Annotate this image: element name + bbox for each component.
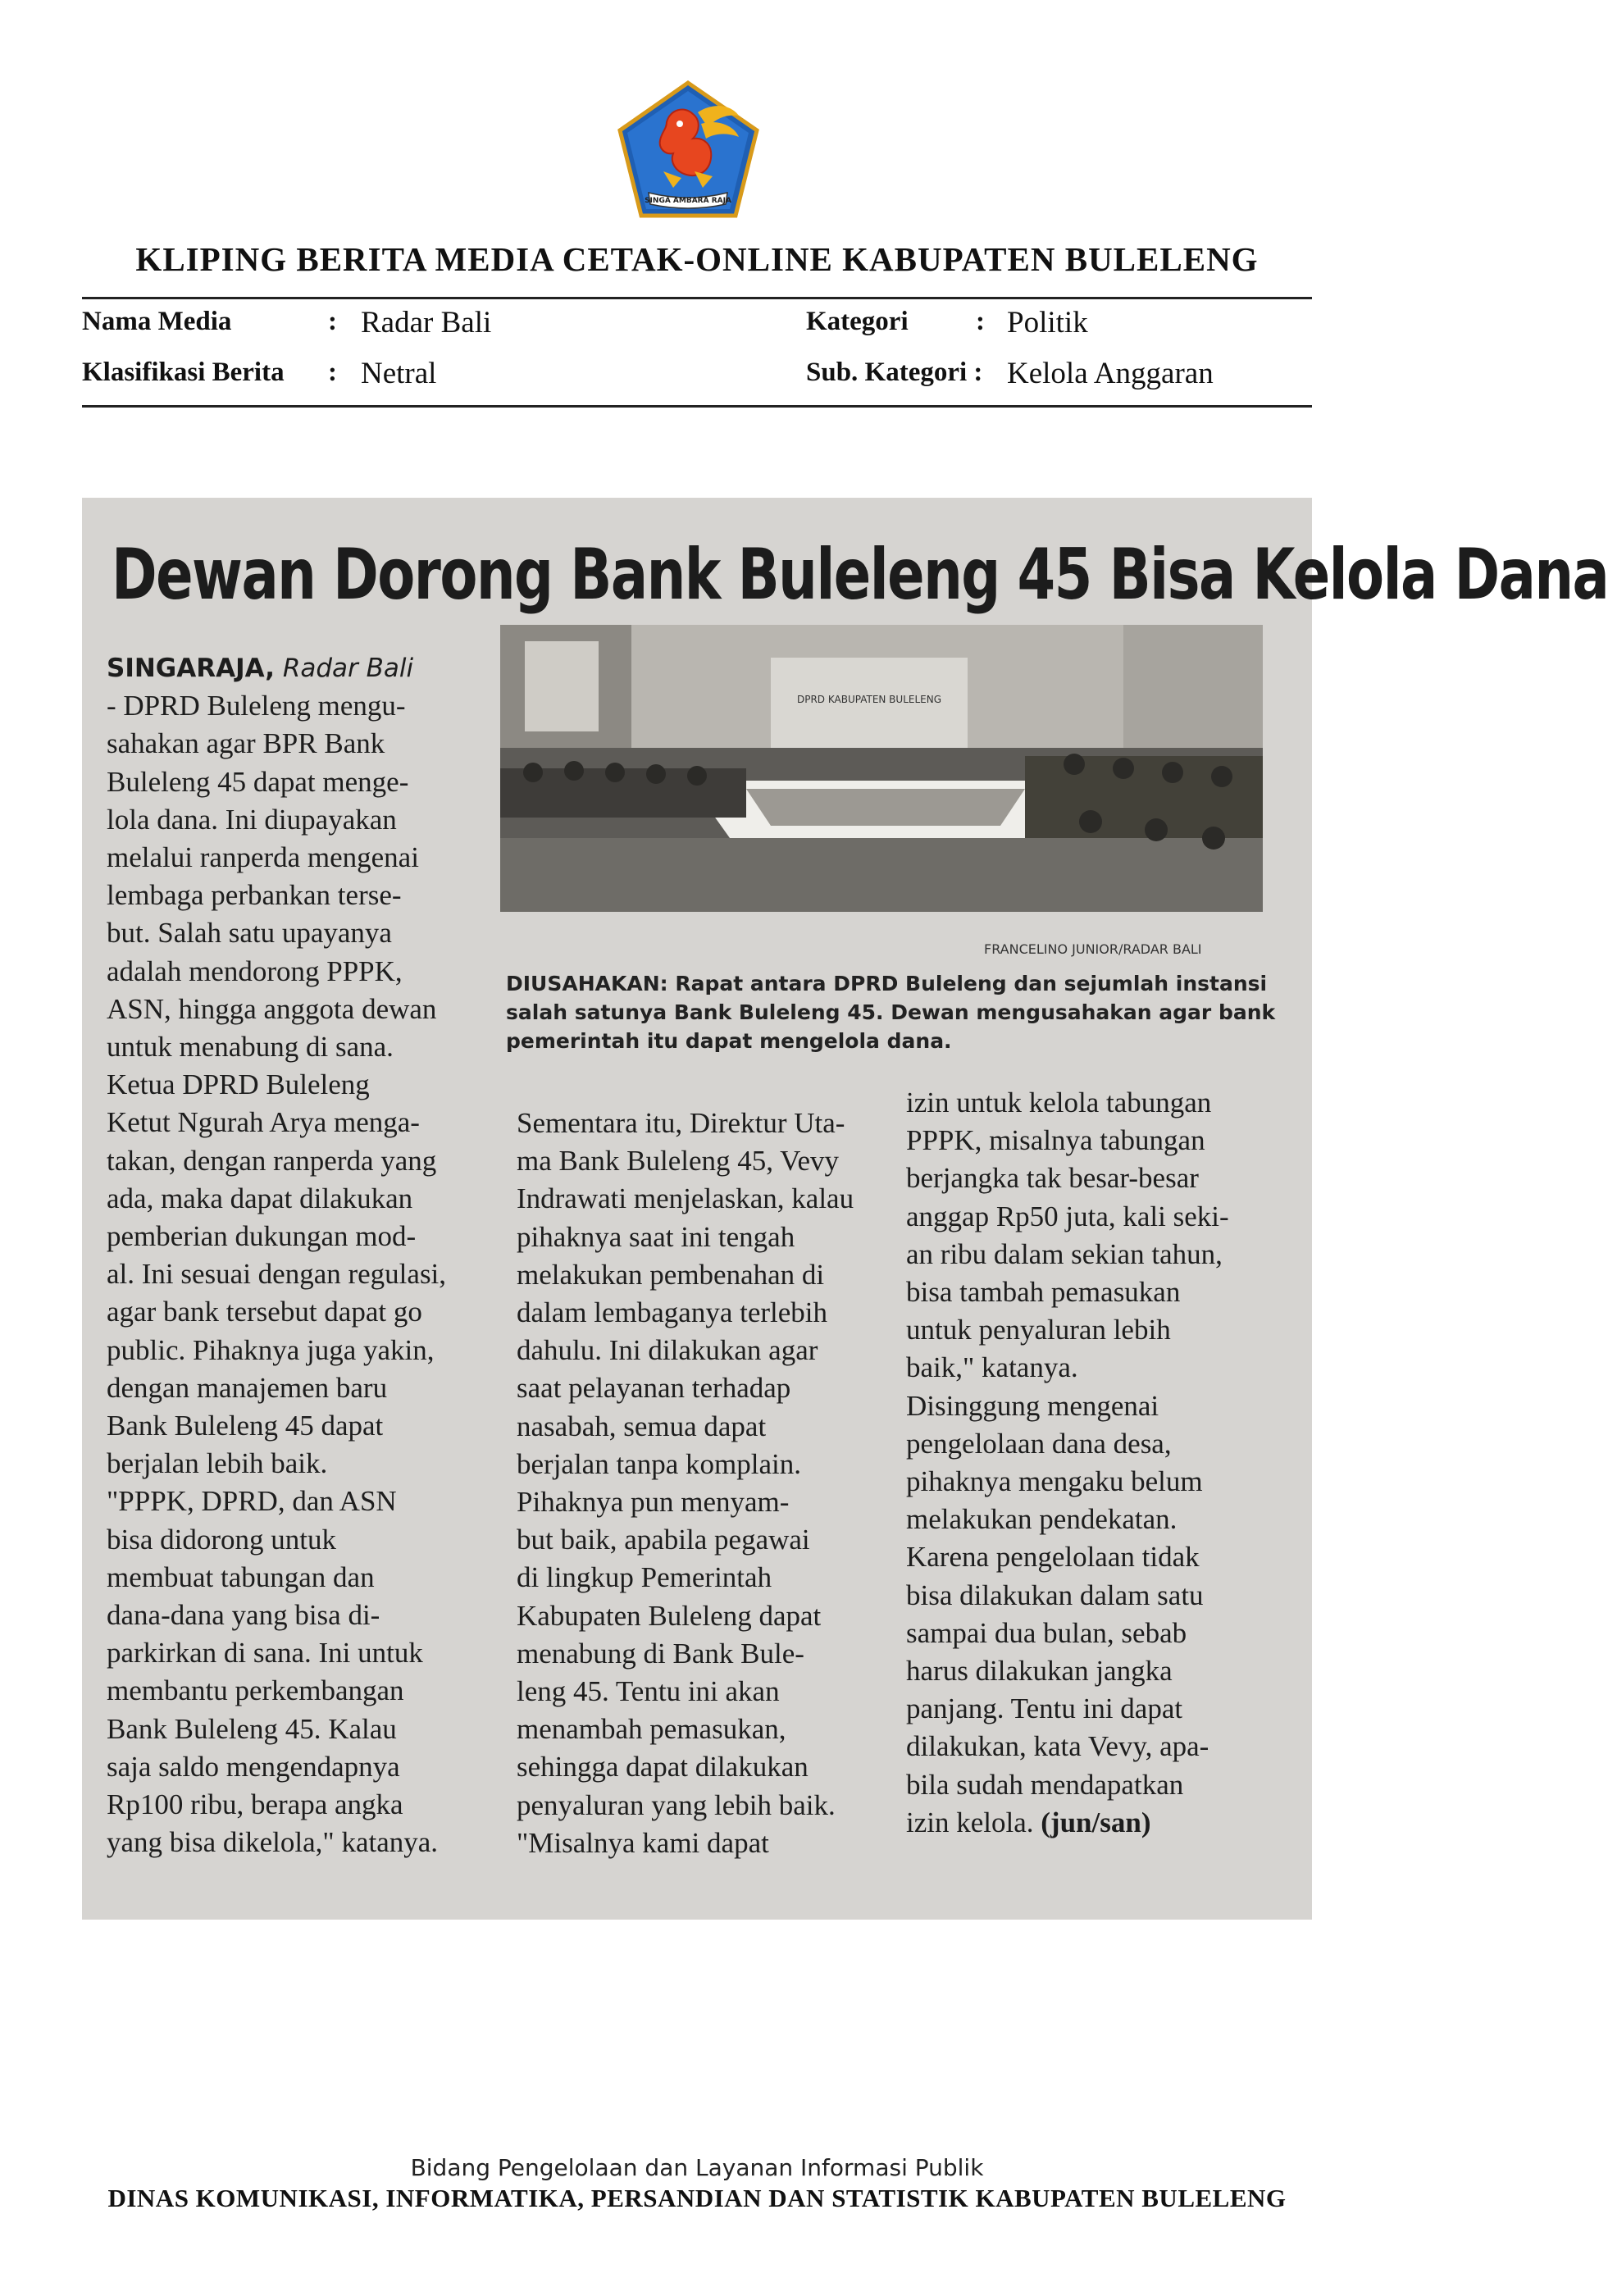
column-3-line: dilakukan, kata Vevy, apa- bbox=[906, 1730, 1209, 1763]
column-1-line: public. Pihaknya juga yakin, bbox=[107, 1333, 435, 1366]
column-1-line: but. Salah satu upayanya bbox=[107, 917, 392, 950]
column-1-line: sahakan agar BPR Bank bbox=[107, 727, 385, 760]
column-3-line: PPPK, misalnya tabungan bbox=[906, 1124, 1205, 1157]
nama-media-colon: : bbox=[328, 307, 337, 336]
column-1-line: lola dana. Ini diupayakan bbox=[107, 803, 397, 836]
footer-department: Bidang Pengelolaan dan Layanan Informasi Publik bbox=[410, 2154, 984, 2181]
column-1-line: parkirkan di sana. Ini untuk bbox=[107, 1637, 423, 1670]
column-1-line: adalah mendorong PPPK, bbox=[107, 954, 403, 987]
column-1-line: ASN, hingga anggota dewan bbox=[107, 992, 437, 1025]
caption-line-2: salah satunya Bank Buleleng 45. Dewan mengusahakan agar bank bbox=[506, 1000, 1276, 1024]
column-3-line: anggap Rp50 juta, kali seki- bbox=[906, 1200, 1229, 1232]
klasifikasi-value: Netral bbox=[361, 357, 437, 390]
meeting-photo bbox=[500, 625, 1263, 912]
page-title: KLIPING BERITA MEDIA CETAK-ONLINE KABUPATEN BULELENG bbox=[135, 240, 1259, 278]
header-rule-top bbox=[82, 297, 1312, 299]
article-dateline: SINGARAJA, bbox=[107, 654, 275, 683]
article-source: Radar Bali bbox=[282, 654, 414, 683]
kategori-label: Kategori bbox=[806, 307, 909, 336]
column-2-line: menambah pemasukan, bbox=[517, 1713, 786, 1746]
column-3-line: pengelolaan dana desa, bbox=[906, 1427, 1172, 1460]
column-3-line: Karena pengelolaan tidak bbox=[906, 1541, 1200, 1574]
klasifikasi-label: Klasifikasi Berita bbox=[82, 358, 285, 387]
column-1-line: takan, dengan ranperda yang bbox=[107, 1144, 437, 1177]
column-2-line: nasabah, semua dapat bbox=[517, 1410, 767, 1442]
column-1-line: dengan manajemen baru bbox=[107, 1371, 388, 1404]
column-1-line: Buleleng 45 dapat menge- bbox=[107, 765, 409, 798]
article-column-2 bbox=[517, 1105, 854, 1862]
column-2-line: saat pelayanan terhadap bbox=[517, 1372, 791, 1405]
column-2-line: Sementara itu, Direktur Uta- bbox=[517, 1107, 845, 1139]
column-1-line: saja saldo mengendapnya bbox=[107, 1750, 400, 1783]
column-2-line: di lingkup Pemerintah bbox=[517, 1561, 772, 1594]
column-2-line: Kabupaten Buleleng dapat bbox=[517, 1599, 822, 1632]
column-1-line: pemberian dukungan mod- bbox=[107, 1220, 417, 1253]
column-3-line: melakukan pendekatan. bbox=[906, 1503, 1178, 1536]
klasifikasi-colon: : bbox=[328, 358, 337, 387]
caption-lead: DIUSAHAKAN: bbox=[506, 972, 668, 995]
nama-media-label: Nama Media bbox=[82, 307, 232, 336]
column-2-line: dahulu. Ini dilakukan agar bbox=[517, 1334, 818, 1367]
column-1-line: untuk menabung di sana. bbox=[107, 1031, 394, 1064]
article-column-3 bbox=[906, 1084, 1229, 1842]
singa-ambara-raja-logo bbox=[616, 80, 761, 221]
column-1-line: Ketut Ngurah Arya menga- bbox=[107, 1106, 420, 1139]
sub-kategori-label: Sub. Kategori : bbox=[806, 358, 983, 387]
article-headline: Dewan Dorong Bank Buleleng 45 Bisa Kelola Dana bbox=[112, 534, 1608, 616]
column-3-line: harus dilakukan jangka bbox=[906, 1655, 1173, 1688]
column-1-line: Bank Buleleng 45 dapat bbox=[107, 1410, 384, 1442]
kategori-value: Politik bbox=[1007, 306, 1088, 339]
photo-credit: FRANCELINO JUNIOR/RADAR BALI bbox=[984, 941, 1202, 957]
column-3-line: baik," katanya. bbox=[906, 1351, 1078, 1384]
column-3-line: izin untuk kelola tabungan bbox=[906, 1086, 1212, 1118]
footer-agency: DINAS KOMUNIKASI, INFORMATIKA, PERSANDIAN DAN STATISTIK KABUPATEN BULELENG bbox=[107, 2184, 1287, 2212]
nama-media-value: Radar Bali bbox=[361, 306, 492, 339]
kategori-colon: : bbox=[976, 307, 985, 336]
column-3-line: untuk penyaluran lebih bbox=[906, 1314, 1171, 1346]
column-1-line: melalui ranperda mengenai bbox=[107, 841, 419, 874]
column-3-line: bisa dilakukan dalam satu bbox=[906, 1578, 1204, 1611]
column-3-line: sampai dua bulan, sebab bbox=[906, 1616, 1187, 1649]
column-2-line: menabung di Bank Bule- bbox=[517, 1637, 804, 1670]
column-3-line: bila sudah mendapatkan bbox=[906, 1768, 1184, 1801]
column-1-line: ada, maka dapat dilakukan bbox=[107, 1182, 413, 1214]
column-3-line: panjang. Tentu ini dapat bbox=[906, 1692, 1183, 1725]
header-rule-bottom bbox=[82, 405, 1312, 408]
photo-caption bbox=[506, 969, 1285, 1055]
column-3-line: izin kelola. (jun/san) bbox=[906, 1806, 1151, 1838]
column-2-line: but baik, apabila pegawai bbox=[517, 1524, 810, 1556]
logo-banner-text: SINGA AMBARA RAJA bbox=[645, 197, 731, 205]
column-1-line: al. Ini sesuai dengan regulasi, bbox=[107, 1258, 447, 1291]
column-2-line: penyaluran yang lebih baik. bbox=[517, 1788, 836, 1821]
column-2-line: berjalan tanpa komplain. bbox=[517, 1447, 801, 1480]
column-1-line: berjalan lebih baik. bbox=[107, 1447, 328, 1480]
article-column-1 bbox=[107, 649, 446, 1862]
column-3-line: an ribu dalam sekian tahun, bbox=[906, 1237, 1223, 1270]
column-1-line: membuat tabungan dan bbox=[107, 1560, 375, 1593]
column-3-line: berjangka tak besar-besar bbox=[906, 1162, 1199, 1195]
column-2-line: "Misalnya kami dapat bbox=[517, 1826, 769, 1859]
column-2-line: dalam lembaganya terlebih bbox=[517, 1296, 828, 1329]
column-3-line: bisa tambah pemasukan bbox=[906, 1276, 1181, 1309]
column-1-line: yang bisa dikelola," katanya. bbox=[107, 1826, 439, 1859]
column-2-line: sehingga dapat dilakukan bbox=[517, 1751, 809, 1784]
column-2-line: ma Bank Buleleng 45, Vevy bbox=[517, 1145, 840, 1178]
column-1-line: Rp100 ribu, berapa angka bbox=[107, 1788, 403, 1821]
column-1-line: bisa didorong untuk bbox=[107, 1523, 336, 1556]
column-2-line: Pihaknya pun menyam- bbox=[517, 1486, 790, 1519]
column-1-line: "PPPK, DPRD, dan ASN bbox=[107, 1485, 397, 1518]
column-2-line: pihaknya saat ini tengah bbox=[517, 1220, 795, 1253]
sub-kategori-value: Kelola Anggaran bbox=[1007, 357, 1214, 390]
column-1-line: lembaga perbankan terse- bbox=[107, 879, 402, 912]
newspaper-clipping bbox=[82, 498, 1608, 1920]
caption-line-1: Rapat antara DPRD Buleleng dan sejumlah instansi bbox=[667, 972, 1268, 995]
column-3-line: Disinggung mengenai bbox=[906, 1389, 1159, 1422]
column-1-line: membantu perkembangan bbox=[107, 1674, 404, 1707]
column-2-line: Indrawati menjelaskan, kalau bbox=[517, 1182, 854, 1215]
column-1-line: agar bank tersebut dapat go bbox=[107, 1296, 422, 1328]
caption-line-3: pemerintah itu dapat mengelola dana. bbox=[506, 1029, 952, 1053]
column-1-line: - DPRD Buleleng mengu- bbox=[107, 690, 406, 722]
column-2-line: melakukan pembenahan di bbox=[517, 1258, 825, 1291]
photo-sign-text: DPRD KABUPATEN BULELENG bbox=[796, 694, 942, 705]
column-2-line: leng 45. Tentu ini akan bbox=[517, 1675, 780, 1708]
column-1-line: Ketua DPRD Buleleng bbox=[107, 1068, 370, 1101]
article-signoff: (jun/san) bbox=[1033, 1806, 1151, 1838]
column-1-line: dana-dana yang bisa di- bbox=[107, 1599, 380, 1632]
column-1-line: Bank Buleleng 45. Kalau bbox=[107, 1712, 397, 1745]
column-3-line: pihaknya mengaku belum bbox=[906, 1465, 1203, 1498]
